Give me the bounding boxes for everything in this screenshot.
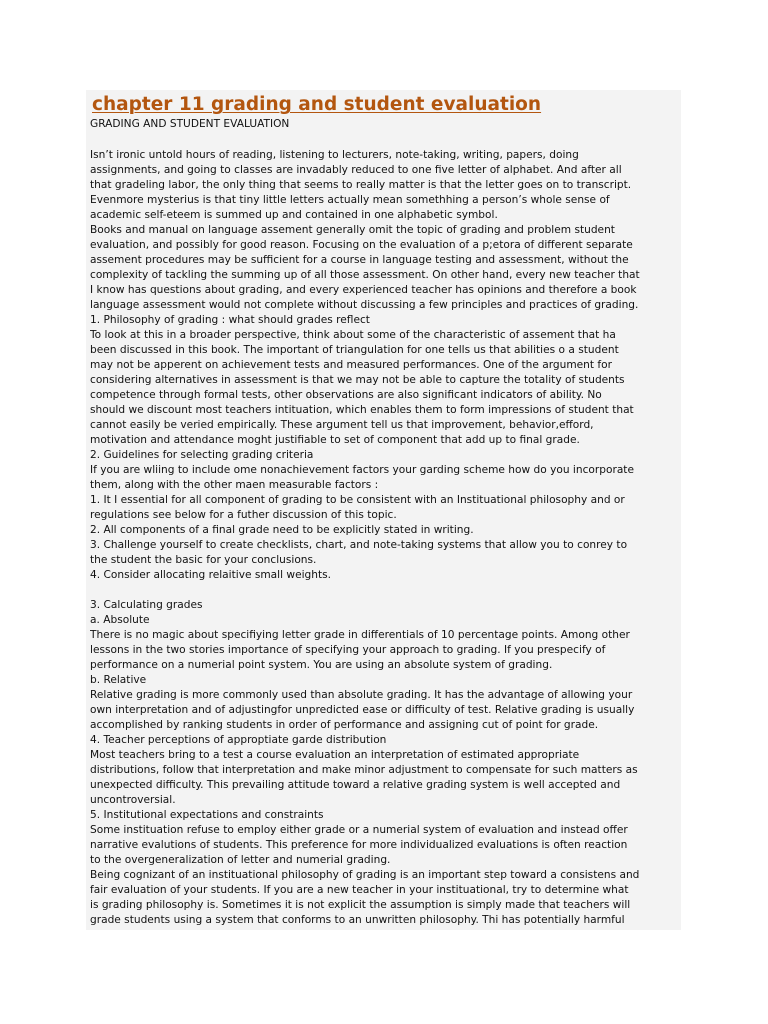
text-line: evaluation, and possibly for good reason. Focusing on the evaluation of a p;etora of different separate [90, 239, 633, 251]
text-line: performance on a numerial point system. You are using an absolute system of grading. [90, 659, 553, 671]
text-line: Most teachers bring to a test a course evaluation an interpretation of estimated appropriate [90, 749, 580, 761]
text-line: b. Relative [90, 674, 147, 686]
text-line: 2. Guidelines for selecting grading criteria [90, 449, 314, 461]
text-line: 2. All components of a final grade need to be explicitly stated in writing. [90, 524, 474, 536]
text-line: Isn’t ironic untold hours of reading, listening to lecturers, note-taking, writing, papers, doing [90, 149, 579, 161]
text-line: competence through formal tests, other observations are also significant indicators of ability. No [90, 389, 602, 401]
text-line: accomplished by ranking students in order of performance and assigning cut of point for grade. [90, 719, 599, 731]
text-line: 1. It I essential for all component of grading to be consistent with an Instituational philosophy and or [90, 494, 625, 506]
text-line: 1. Philosophy of grading : what should grades reflect [90, 314, 370, 326]
text-line: 5. Institutional expectations and constraints [90, 809, 324, 821]
text-line: assement procedures may be sufficient for a course in language testing and assessment, without the [90, 254, 629, 266]
text-line: academic self-eteem is summed up and contained in one alphabetic symbol. [90, 209, 498, 221]
text-line: I know has questions about grading, and every experienced teacher has opinions and therefore a book [90, 284, 637, 296]
text-line: 3. Calculating grades [90, 599, 203, 611]
text-line: uncontroversial. [90, 794, 176, 806]
text-line: 3. Challenge yourself to create checklists, chart, and note-taking systems that allow you to conrey to [90, 539, 628, 551]
text-line: to the overgeneralization of letter and numerial grading. [90, 854, 391, 866]
text-line: a. Absolute [90, 614, 150, 626]
text-line: To look at this in a broader perspective, think about some of the characteristic of assement that ha [90, 329, 616, 341]
text-line: 4. Teacher perceptions of approptiate garde distribution [90, 734, 387, 746]
text-line: cannot easily be veried empirically. These argument tell us that improvement, behavior,efford, [90, 419, 594, 431]
text-line: Relative grading is more commonly used than absolute grading. It has the advantage of allowing your [90, 689, 633, 701]
text-line: regulations see below for a futher discussion of this topic. [90, 509, 397, 521]
text-line: assignments, and going to classes are invadably reduced to one five letter of alphabet. And after all [90, 164, 622, 176]
document-body [90, 148, 679, 928]
text-line: complexity of tackling the summing up of all those assessment. On other hand, every new teacher that [90, 269, 640, 281]
text-line: Some instituation refuse to employ either grade or a numerial system of evaluation and instead offer [90, 824, 628, 836]
text-line: Being cognizant of an instituational philosophy of grading is an important step toward a consistens and [90, 869, 640, 881]
text-line: may not be apperent on achievement tests and measured performances. One of the argument for [90, 359, 612, 371]
text-line: unexpected difficulty. This prevailing attitude toward a relative grading system is well accepted and [90, 779, 621, 791]
text-line: Evenmore mysterius is that tiny little letters actually mean somethhing a person’s whole sense of [90, 194, 610, 206]
text-line: language assessment would not complete without discussing a few principles and practices of grading. [90, 299, 639, 311]
text-line: is grading philosophy is. Sometimes it is not explicit the assumption is simply made that teachers will [90, 899, 631, 911]
text-line: considering alternatives in assessment is that we may not be able to capture the totality of students [90, 374, 625, 386]
document-subtitle: GRADING AND STUDENT EVALUATION [90, 118, 290, 130]
text-line: grade students using a system that conforms to an unwritten philosophy. Thi has potentially harmful [90, 914, 625, 926]
text-line: narrative evalutions of students. This preference for more individualized evaluations is often reaction [90, 839, 628, 851]
text-line: them, along with the other maen measurable factors : [90, 479, 379, 491]
text-line: Books and manual on language assement generally omit the topic of grading and problem student [90, 224, 615, 236]
text-line [90, 583, 679, 598]
text-line: lessons in the two stories importance of specifying your approach to grading. If you prespecify of [90, 644, 606, 656]
text-line: motivation and attendance moght justifiable to set of component that add up to final grade. [90, 434, 580, 446]
text-line: There is no magic about specifiying letter grade in differentials of 10 percentage points. Among other [90, 629, 630, 641]
text-line: If you are wliing to include ome nonachievement factors your garding scheme how do you incorporate [90, 464, 634, 476]
text-line: 4. Consider allocating relaitive small weights. [90, 569, 332, 581]
text-line: distributions, follow that interpretation and make minor adjustment to compensate for such matters as [90, 764, 638, 776]
document-page [86, 90, 681, 930]
text-line: the student the basic for your conclusions. [90, 554, 317, 566]
text-line: should we discount most teachers intituation, which enables them to form impressions of student that [90, 404, 634, 416]
page-title[interactable]: chapter 11 grading and student evaluation [92, 94, 542, 115]
text-line: own interpretation and of adjustingfor unpredicted ease or difficulty of test. Relative grading is usually [90, 704, 635, 716]
text-line: that gradeling labor, the only thing that seems to really matter is that the letter goes on to transcript. [90, 179, 632, 191]
text-line: fair evaluation of your students. If you are a new teacher in your instituational, try to determine what [90, 884, 629, 896]
text-line: been discussed in this book. The important of triangulation for one tells us that abilities o a student [90, 344, 619, 356]
